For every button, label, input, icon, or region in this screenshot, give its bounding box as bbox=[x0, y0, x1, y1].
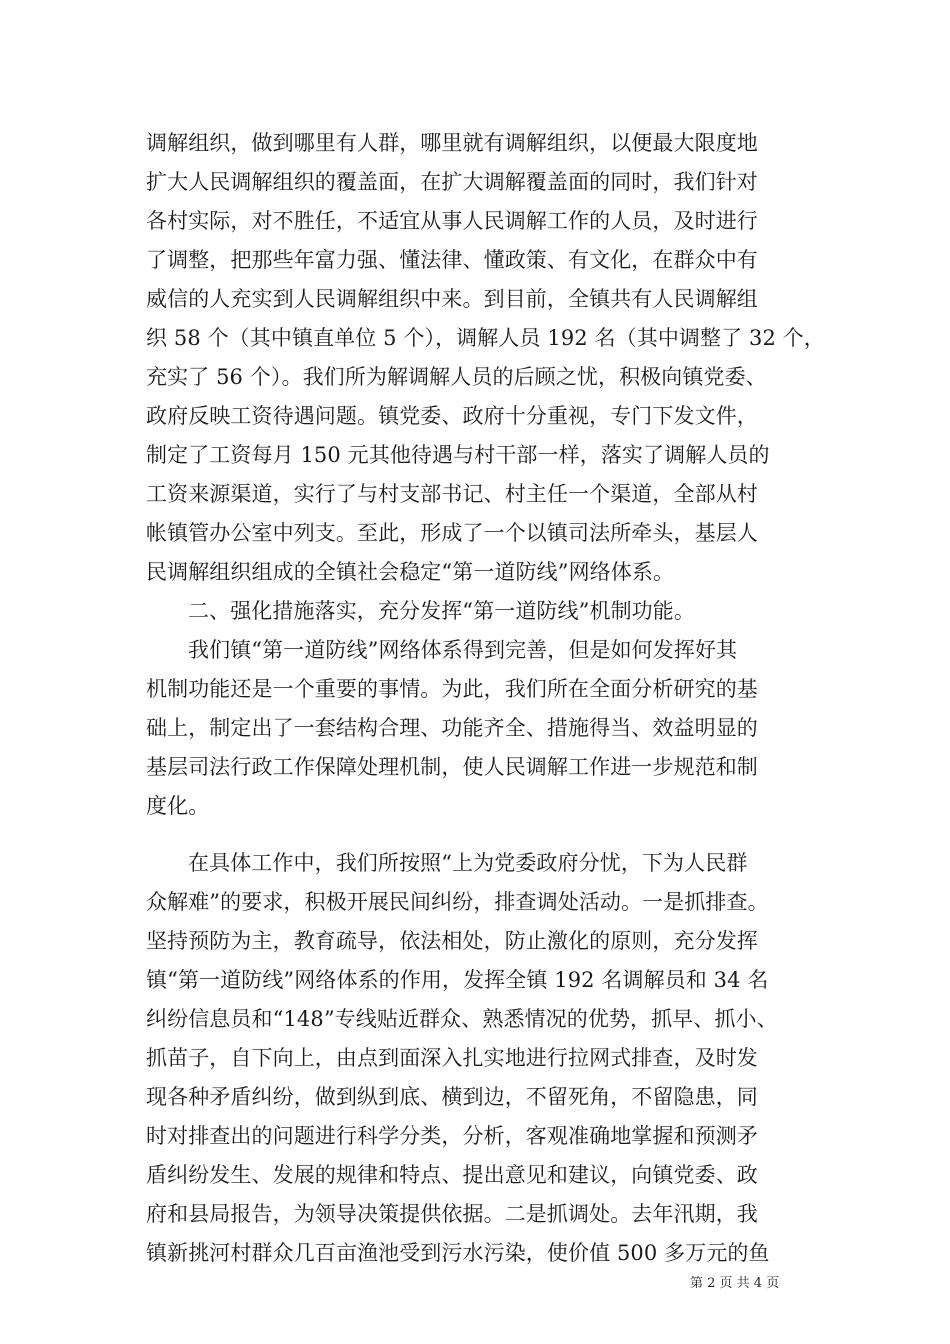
paragraph-gap bbox=[146, 826, 816, 844]
text-line: 纠纷信息员和“148”专线贴近群众、熟悉情况的优势，抓早、抓小、 bbox=[146, 1007, 778, 1031]
text-line: 充实了 56 个）。我们所为解调解人员的后顾之忧，积极向镇党委、 bbox=[146, 365, 767, 389]
text-line: 各村实际，对不胜任，不适宜从事人民调解工作的人员，及时进行 bbox=[146, 209, 758, 233]
text-line: 工资来源渠道，实行了与村支部书记、村主任一个渠道，全部从村 bbox=[146, 482, 758, 506]
text-line: 盾纠纷发生、发展的规律和特点、提出意见和建议，向镇党委、政 bbox=[146, 1163, 758, 1187]
text-line: 度化。 bbox=[146, 794, 210, 818]
text-line: 础上，制定出了一套结构合理、功能齐全、措施得当、效益明显的 bbox=[146, 716, 758, 740]
text-line: 现各种矛盾纠纷，做到纵到底、横到边，不留死角，不留隐患，同 bbox=[146, 1085, 758, 1109]
text-line: 威信的人充实到人民调解组织中来。到目前，全镇共有人民调解组 bbox=[146, 287, 758, 311]
text-line: 镇“第一道防线”网络体系的作用，发挥全镇 192 名调解员和 34 名 bbox=[146, 968, 769, 992]
text-line: 制定了工资每月 150 元其他待遇与村干部一样，落实了调解人员的 bbox=[146, 443, 770, 467]
paragraph bbox=[146, 631, 816, 826]
text-line: 民调解组织组成的全镇社会稳定“第一道防线”网络体系。 bbox=[146, 560, 675, 584]
text-line: 我们镇“第一道防线”网络体系得到完善，但是如何发挥好其 bbox=[188, 638, 738, 662]
text-line: 政府反映工资待遇问题。镇党委、政府十分重视，专门下发文件， bbox=[146, 404, 758, 428]
text-line: 了调整，把那些年富力强、懂法律、懂政策、有文化，在群众中有 bbox=[146, 248, 758, 272]
text-line: 众解难”的要求，积极开展民间纠纷，排查调处活动。一是抓排查。 bbox=[146, 890, 769, 914]
text-line: 府和县局报告，为领导决策提供依据。二是抓调处。去年汛期，我 bbox=[146, 1202, 758, 1226]
text-line: 扩大人民调解组织的覆盖面，在扩大调解覆盖面的同时，我们针对 bbox=[146, 170, 758, 194]
text-line: 帐镇管办公室中列支。至此，形成了一个以镇司法所牵头，基层人 bbox=[146, 521, 758, 545]
text-line: 镇新挑河村群众几百亩渔池受到污水污染，使价值 500 多万元的鱼 bbox=[146, 1241, 770, 1265]
text-line: 二、强化措施落实，充分发挥“第一道防线”机制功能。 bbox=[188, 599, 695, 623]
text-line: 织 58 个（其中镇直单位 5 个），调解人员 192 名（其中调整了 32 个， bbox=[146, 326, 825, 350]
document-body bbox=[146, 124, 825, 1273]
text-line: 时对排查出的问题进行科学分类，分析，客观准确地掌握和预测矛 bbox=[146, 1124, 758, 1148]
paragraph bbox=[146, 124, 825, 592]
text-line: 基层司法行政工作保障处理机制，使人民调解工作进一步规范和制 bbox=[146, 755, 758, 779]
text-line: 调解组织，做到哪里有人群，哪里就有调解组织，以便最大限度地 bbox=[146, 131, 758, 155]
text-line: 抓苗子，自下向上，由点到面深入扎实地进行拉网式排查，及时发 bbox=[146, 1046, 758, 1070]
text-line: 在具体工作中，我们所按照“上为党委政府分忧，下为人民群 bbox=[188, 851, 748, 875]
paragraph bbox=[146, 844, 816, 1273]
page-number: 第 2 页 共 4 页 bbox=[690, 1276, 780, 1291]
text-line: 机制功能还是一个重要的事情。为此，我们所在全面分析研究的基 bbox=[146, 677, 758, 701]
text-line: 坚持预防为主，教育疏导，依法相处，防止激化的原则，充分发挥 bbox=[146, 929, 758, 953]
paragraph bbox=[146, 592, 816, 631]
